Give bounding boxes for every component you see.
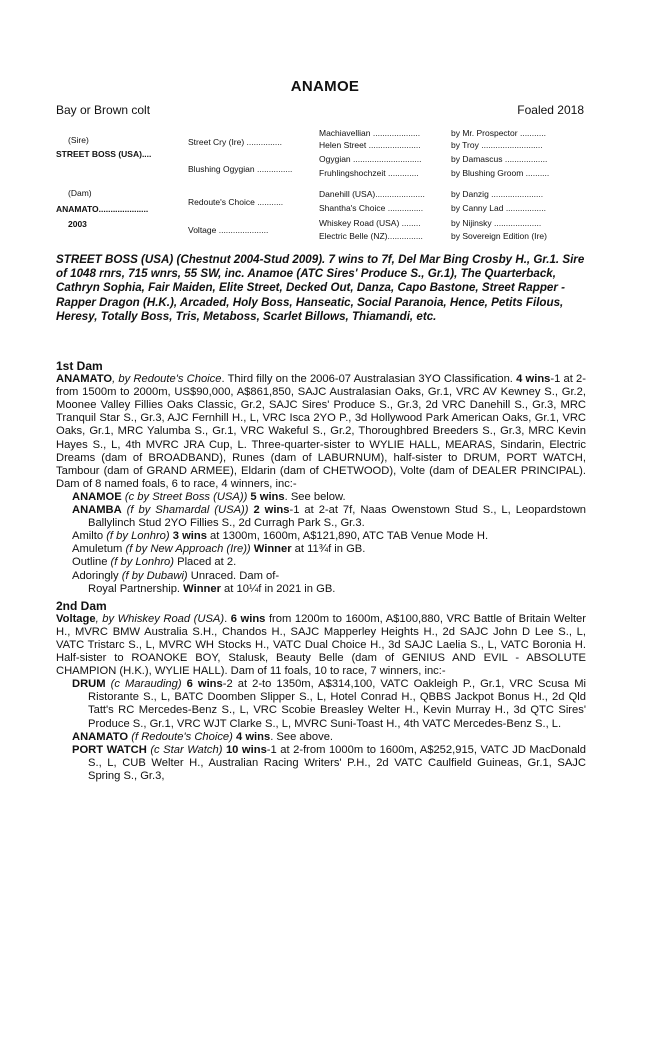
foal-detail: Unraced. Dam of- [187, 569, 280, 582]
ped-g4-1: by Mr. Prospector ........... [451, 128, 546, 138]
first-dam-text2: -1 at 2-from 1500m to 2000m, US$90,000, A$861,850, SAJC Australasian Oaks, [56, 373, 586, 399]
foal-sire: (f by Dubawi) [118, 569, 188, 582]
ped-g3-5: Danehill (USA)..................... [319, 189, 425, 199]
ped-g4-7: by Nijinsky .................... [451, 218, 542, 228]
foal-result: 10 wins [222, 743, 267, 756]
second-dam-foal [56, 744, 586, 783]
foal-detail: -1 at 2-at 7f, Naas Owenstown Stud S., L, Leopardstown Ballylinch Stud 2YO Fillies S., 2d Curragh Park S., Gr.3. [88, 504, 586, 530]
foal-sire: (f by Lonhro) [107, 556, 174, 569]
ped-g4-5: by Danzig ...................... [451, 189, 544, 199]
first-dam-foal [56, 543, 586, 556]
ped-g3-7: Whiskey Road (USA) ........ [319, 218, 421, 228]
sire-name: STREET BOSS (USA).... [56, 149, 152, 159]
second-dam-by: , by Whiskey Road (USA) [95, 612, 225, 625]
first-dam-by: , by Redoute's Choice [112, 373, 222, 386]
ped-g3-8: Electric Belle (NZ)............... [319, 231, 423, 241]
ped-g3-1: Machiavellian .................... [319, 128, 421, 138]
foal-sire: (f by New Approach (Ire)) [122, 543, 251, 556]
ped-g3-2: Helen Street ...................... [319, 140, 421, 150]
foal-name: Adoringly [72, 569, 119, 582]
sire-summary: STREET BOSS (USA) (Chestnut 2004-Stud 2009). 7 wins to 7f, Del Mar Bing Crosby H., Gr.1. Sire of 1048 rnrs, 715 wnrs, 55 SW, inc. Anamoe (ATC Sires' Produce S., Gr.1), The Quarterback, Cathryn Sophia, Fair Maiden, Elite Street, Decked Out, Danza, Capo Bastone, Street Rapper - Rapper Dragon (H.K.), Arcaded, Holy Boss, Hanseatic, Social Paranoia, Hence, Petits Filous, Heresy, Totally Boss, Tris, Metaboss, Scarlet Billows, Thiamandi, etc. [56, 253, 585, 323]
horse-foaled: Foaled 2018 [517, 103, 584, 117]
first-dam-foal [56, 556, 586, 569]
second-dam-wins: 6 wins [230, 612, 266, 625]
foal-result: 4 wins [232, 730, 271, 743]
foal-sire: (c Marauding) [105, 678, 182, 691]
first-dam-foal [56, 504, 586, 530]
foal-name: ANAMATO [72, 730, 129, 743]
second-dam-heading: 2nd Dam [56, 598, 107, 613]
foal-sire: (c Star Watch) [146, 743, 223, 756]
foal-detail: -2 at 2-to 1350m, A$314,100, VATC Oakleigh P., Gr.1, VRC Scusa Mi Ristorante S., L, BATC Doomben Slipper S., L, Hotel Conrad H., QBBS Jackpot Bonus H., 2d Qld Tatt's RC Mercedes-Benz S., L, VRC Scobie Breasley Welter H., Kevin Murray H., 3d QTC Sires' Produce S., Gr.1, VRC WJT Clarke S., L, MVRC Suni-Toast H., 4th VATC Mercedes-Benz S., L. [88, 678, 586, 730]
first-dam-heading: 1st Dam [56, 359, 103, 373]
first-dam-name: ANAMATO [56, 373, 113, 386]
foal-name: Outline [72, 556, 108, 569]
dam-name: ANAMATO..................... [56, 204, 149, 214]
foal-detail: -1 at 2-from 1000m to 1600m, A$252,915, VATC JD MacDonald S., L, CUB Welter H., Australian Racing Writers' P.H., 2d VATC Caulfield Guineas, Gr.1, SAJC Spring S., Gr.3, [88, 743, 587, 782]
ped-g4-6: by Canny Lad ................. [451, 203, 546, 213]
grand-foal-result: Winner [180, 582, 221, 595]
first-dam-text1: . Third filly on the 2006-07 Australasian 3YO Classification. [221, 373, 517, 386]
foal-detail: . See above. [270, 730, 334, 743]
dam-lines [56, 360, 586, 783]
second-dam-text2: from 1200m to 1600m, A$100,880, VRC Battle of Britain Welter H., MVRC BMW Australia S.H., Chandos H., SAJC Mapperley Heights H., 2d SAJC John D Lee S., L, VATC Tristarc S., L, MVRC WH Stocks H., VATC Dual Choice H., 3d SAJC Laelia S., L, VATC Boronia H. Half-sister to ROANOKE BOY, Stalusk, Beauty Belle (dam of GENIUS AND EVIL - ABSOLUTE CHAMPION (H.K.), WYLIE HALL). Dam of 11 foals, 10 to race, 7 winners, inc:- [56, 612, 586, 678]
second-dam-text1: . [224, 612, 231, 625]
foal-sire: (f by Lonhro) [103, 530, 170, 543]
foal-detail: . See below. [284, 490, 346, 503]
grand-foal [56, 583, 586, 596]
second-dam-name: Voltage [56, 612, 96, 625]
first-dam-foal [56, 570, 586, 583]
ped-g2-3: Redoute's Choice ........... [188, 197, 284, 207]
second-dam-paragraph [56, 613, 586, 678]
dam-year: 2003 [68, 219, 87, 229]
foal-name: ANAMOE [72, 490, 122, 503]
first-dam-foal [56, 530, 586, 543]
ped-g3-3: Ogygian ............................. [319, 154, 422, 164]
foal-result: 5 wins [247, 490, 285, 503]
horse-title: ANAMOE [290, 78, 360, 95]
ped-g4-3: by Damascus .................. [451, 154, 548, 164]
ped-g4-2: by Troy .......................... [451, 140, 543, 150]
first-dam-wins: 4 wins [516, 373, 551, 386]
foal-name: DRUM [72, 678, 106, 691]
first-dam-text3: Gr.1, VRC AV Kewney S., Gr.2, Moonee Valley Fillies Oaks Classic, Gr.2, SAJC Sires' Produce S., Gr.3, 2d VRC Danehill S., Gr.3, MRC Tranquil Star S., Gr.3, AJC Fernhill H., L, VRC Isca 2YO P., 3d Hollywood Park American Oaks, Gr.1, VRC Oaks, Gr.1, MRC Yalumba S., Gr.1, VRC Wakeful S., Gr.2, Thoroughbred Breeders S., Gr.3, MRC Kevin Hayes S., L, 4th MVRC JRA Cup, L. Three-quarter-sister to WYLIE HALL, MEARAS, Sindarin, Electric Dreams (dam of BROADBAND), Runes (dam of LABURNUM), half-sister to DRUM, PORT WATCH, Tambour (dam of GRAND ARMEE), Eldarin (dam of CHETWOOD), Volte (dam of DEALER PRINCIPAL). Dam of 8 named foals, 6 to race, 4 winners, inc:- [56, 386, 586, 490]
ped-g3-4: Fruhlingshochzeit ............. [319, 168, 419, 178]
ped-g2-2: Blushing Ogygian ............... [188, 164, 293, 174]
pedigree-table [56, 124, 586, 244]
grand-foal-name: Royal Partnership. [88, 582, 181, 595]
horse-sex: Bay or Brown colt [56, 103, 151, 117]
ped-g4-8: by Sovereign Edition (Ire) [451, 231, 547, 241]
first-dam-foal [56, 491, 586, 504]
grand-foal-detail: at 10¼f in 2021 in GB. [220, 582, 336, 595]
foal-detail: at 11¾f in GB. [291, 543, 366, 556]
foal-result: Winner [250, 543, 292, 556]
foal-sire: (c by Street Boss (USA)) [121, 490, 248, 503]
first-dam-paragraph [56, 373, 586, 491]
ped-g2-4: Voltage ..................... [188, 225, 269, 235]
dam-tag: (Dam) [68, 188, 92, 198]
ped-g3-6: Shantha's Choice ............... [319, 203, 424, 213]
foal-name: ANAMBA [72, 504, 122, 517]
foal-sire: (f by Shamardal (USA)) [121, 504, 249, 517]
second-dam-foal [56, 731, 586, 744]
foal-result: 3 wins [169, 530, 207, 543]
foal-name: PORT WATCH [72, 743, 147, 756]
ped-g4-4: by Blushing Groom .......... [451, 168, 550, 178]
foal-detail: at 1300m, 1600m, A$121,890, ATC TAB Venue Mode H. [206, 530, 489, 543]
foal-result: 6 wins [181, 678, 223, 691]
foal-name: Amilto [72, 530, 104, 543]
foal-sire: (f Redoute's Choice) [128, 730, 233, 743]
foal-detail: Placed at 2. [174, 556, 237, 569]
second-dam-foal [56, 678, 586, 730]
ped-g2-1: Street Cry (Ire) ............... [188, 137, 282, 147]
foal-result: 2 wins [248, 504, 290, 517]
sire-tag: (Sire) [68, 135, 89, 145]
foal-name: Amuletum [72, 543, 123, 556]
